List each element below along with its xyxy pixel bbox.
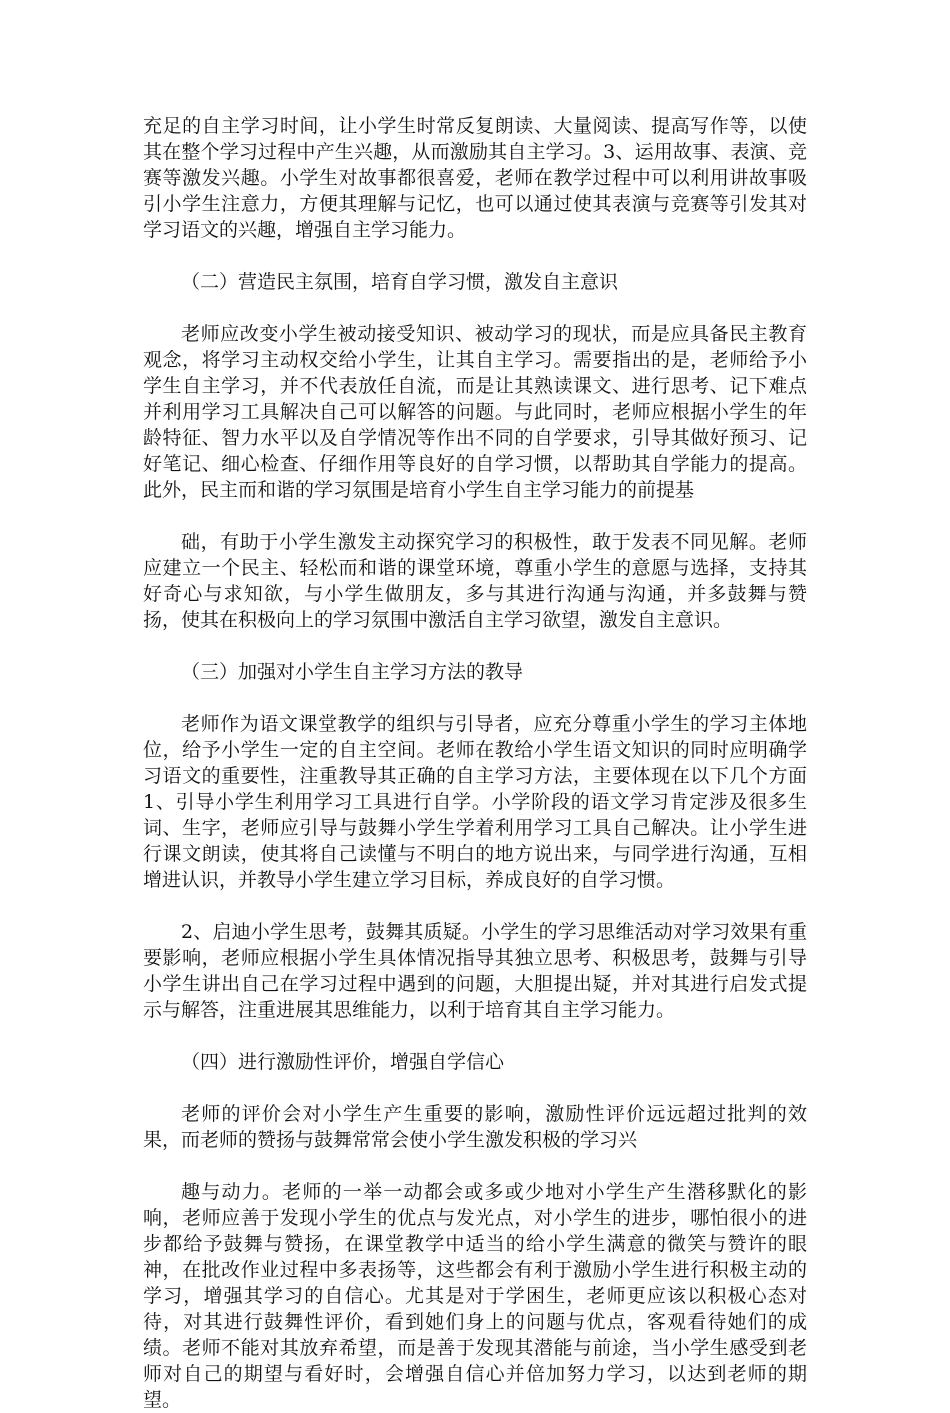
paragraph-1: 充足的自主学习时间，让小学生时常反复朗读、大量阅读、提高写作等，以使其在整个学习过程中产生兴趣，从而激励其自主学习。3、运用故事、表演、竞赛等激发兴趣。小学生对故事都很喜爱，老师在教学过程中可以利用讲故事吸引小学生注意力，方便其理解与记忆，也可以通过使其表演与竞赛等引发其对学习语文的兴趣，增强自主学习能力。 <box>143 115 807 241</box>
paragraph-spacer <box>143 1023 807 1049</box>
paragraph-2: 老师应改变小学生被动接受知识、被动学习的现状，而是应具备民主教育观念，将学习主动权交给小学生，让其自主学习。需要指出的是，老师给予小学生自主学习，并不代表放任自流，而是让其熟读课文、进行思考、记下难点并利用学习工具解决自己可以解答的问题。与此同时，老师应根据小学生的年龄特征、智力水平以及自学情况等作出不同的自学要求，引导其做好预习、记好笔记、细心检查、仔细作用等良好的自学习惯，以帮助其自学能力的提高。此外，民主而和谐的学习氛围是培育小学生自主学习能力的前提基 <box>143 323 807 501</box>
paragraph-3: 础，有助于小学生激发主动探究学习的积极性，敢于发表不同见解。老师应建立一个民主、轻松而和谐的课堂环境，尊重小学生的意愿与选择，支持其好奇心与求知欲，与小学生做朋友，多与其进行沟通与沟通，并多鼓舞与赞扬，使其在积极向上的学习氛围中激活自主学习欲望，激发自主意识。 <box>143 531 807 631</box>
paragraph-5: 2、启迪小学生思考，鼓舞其质疑。小学生的学习思维活动对学习效果有重要影响，老师应根据小学生具体情况指导其独立思考、积极思考，鼓舞与引导小学生讲出自己在学习过程中遇到的问题，大胆提出疑，并对其进行启发式提示与解答，注重进展其思维能力，以利于培育其自主学习能力。 <box>143 921 807 1021</box>
paragraph-spacer <box>143 1153 807 1179</box>
section-heading-2: （二）营造民主氛围，培育自学习惯，激发自主意识 <box>181 271 619 293</box>
section-heading-3: （三）加强对小学生自主学习方法的教导 <box>181 661 524 683</box>
paragraph-6: 老师的评价会对小学生产生重要的影响，激励性评价远远超过批判的效果，而老师的赞扬与鼓舞常常会使小学生激发积极的学习兴 <box>143 1103 807 1151</box>
paragraph-spacer <box>143 1075 807 1101</box>
paragraph-spacer <box>143 243 807 269</box>
paragraph-7: 趣与动力。老师的一举一动都会或多或少地对小学生产生潜移默化的影响，老师应善于发现小学生的优点与发光点，对小学生的进步，哪怕很小的进步都给予鼓舞与赞扬，在课堂教学中适当的给小学生满意的微笑与赞许的眼神，在批改作业过程中多表扬等，这些都会有利于激励小学生进行积极主动的学习，增强其学习的自信心。尤其是对于学困生，老师更应该以积极心态对待，对其进行鼓舞性评价，看到她们身上的问题与优点，客观看待她们的成绩。老师不能对其放弃希望，而是善于发现其潜能与前途，当小学生感受到老师对自己的期望与看好时，会增强自信心并倍加努力学习，以达到老师的期望。 <box>143 1181 807 1411</box>
paragraph-4: 老师作为语文课堂教学的组织与引导者，应充分尊重小学生的学习主体地位，给予小学生一定的自主空间。老师在教给小学生语文知识的同时应明确学习语文的重要性，注重教导其正确的自主学习方法，主要体现在以下几个方面1、引导小学生利用学习工具进行自学。小学阶段的语文学习肯定涉及很多生词、生字，老师应引导与鼓舞小学生学着利用学习工具自己解决。让小学生进行课文朗读，使其将自己读懂与不明白的地方说出来，与同学进行沟通，互相增进认识，并教导小学生建立学习目标，养成良好的自学习惯。 <box>143 713 807 891</box>
paragraph-spacer <box>143 685 807 711</box>
paragraph-spacer <box>143 633 807 659</box>
paragraph-spacer <box>143 295 807 321</box>
document-body <box>143 113 807 1413</box>
paragraph-spacer <box>143 893 807 919</box>
paragraph-spacer <box>143 503 807 529</box>
section-heading-4: （四）进行激励性评价，增强自学信心 <box>181 1051 505 1073</box>
